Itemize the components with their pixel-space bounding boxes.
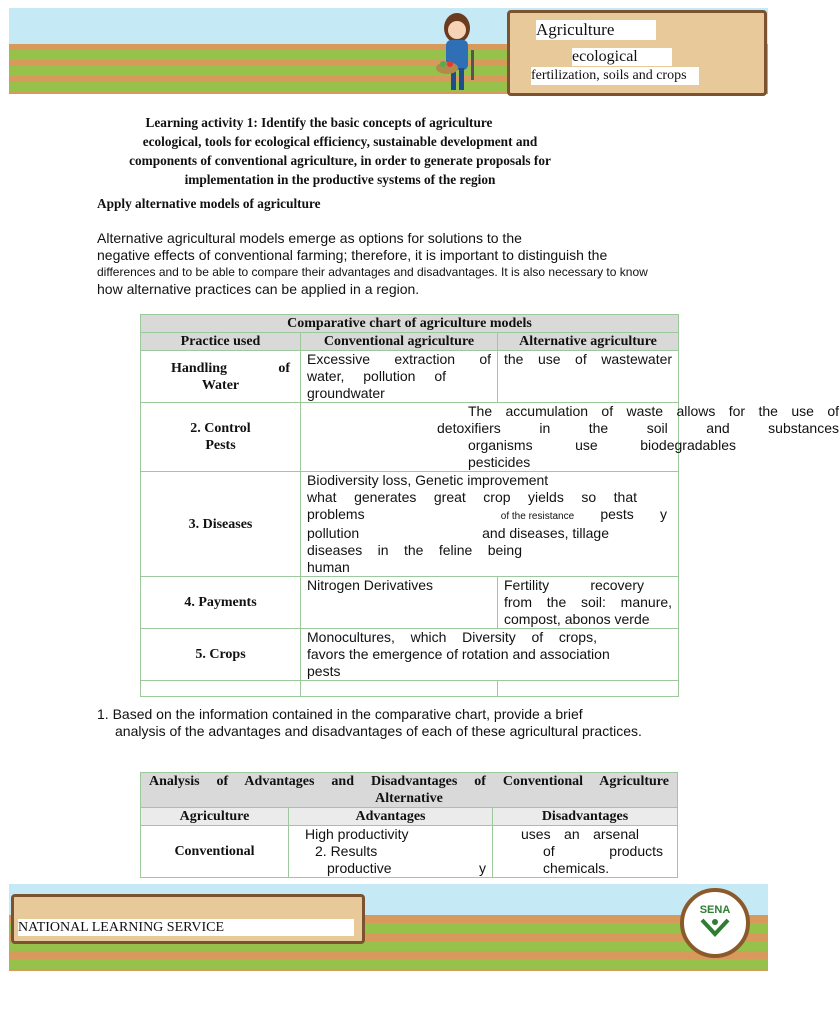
agriculture-label: Conventional <box>141 826 289 878</box>
column-header: Agriculture <box>141 808 289 826</box>
cell-text: productive <box>327 860 392 876</box>
column-header: Practice used <box>141 333 301 351</box>
practice-label <box>141 351 301 403</box>
cell-text: pests <box>600 506 634 522</box>
cell-line: chemicals. <box>543 860 610 876</box>
advantages-cell <box>289 826 493 878</box>
alternative-cell <box>498 577 679 629</box>
header-banner <box>9 8 768 94</box>
cell-text: of the resistance <box>500 511 575 522</box>
cell-text: and diseases, tillage <box>482 525 609 541</box>
section-title: Apply alternative models of agriculture <box>97 196 321 211</box>
cell-line: groundwater <box>307 385 385 401</box>
heading-line: components of conventional agriculture, in order to generate proposals for <box>129 153 551 168</box>
cell-line: Excessive extraction of <box>307 351 491 367</box>
cell-text: y <box>479 860 486 876</box>
footer-banner <box>9 884 768 971</box>
column-header: Alternative agriculture <box>498 333 679 351</box>
cell-line: 2. Results <box>315 843 378 859</box>
cell-line: organisms use biodegradables <box>468 437 736 453</box>
intro-line: negative effects of conventional farming; therefore, it is important to distinguish the <box>97 247 608 263</box>
cell-line: Monocultures, which Diversity of crops, <box>307 629 597 645</box>
cell-line: pesticides <box>468 454 531 470</box>
empty-cell <box>141 681 301 697</box>
crop-row <box>9 959 768 969</box>
heading-line: ecological, tools for ecological efficiency, sustainable development and <box>142 134 538 149</box>
practice-label-text: of <box>278 360 290 376</box>
table-row <box>141 472 679 577</box>
comparative-chart <box>140 314 839 697</box>
cell-text: pollution <box>307 525 360 541</box>
cell-line: High productivity <box>305 826 409 842</box>
table-row <box>141 629 679 681</box>
table-row <box>141 681 679 697</box>
cell-line: compost, abonos verde <box>504 611 650 627</box>
practice-label-text: Pests <box>205 438 236 453</box>
analysis-title-line: Alternative <box>375 791 443 806</box>
heading-line: Learning activity 1: Identify the basic concepts of agriculture <box>145 115 493 130</box>
table-row <box>141 403 679 472</box>
practice-label: 4. Payments <box>141 577 301 629</box>
practice-label-text: 2. Control <box>190 421 251 436</box>
cell-line: human <box>307 559 350 575</box>
chart-title: Comparative chart of agriculture models <box>141 315 679 333</box>
column-header: Conventional agriculture <box>301 333 498 351</box>
cell-line <box>307 506 667 525</box>
conventional-cell <box>301 351 498 403</box>
practice-label <box>141 403 301 472</box>
activity-heading <box>90 113 590 189</box>
cell-line: detoxifiers in the soil and substances <box>437 420 839 436</box>
cell-line <box>307 525 609 542</box>
disadvantages-cell <box>493 826 678 878</box>
sena-emblem-icon <box>698 916 732 938</box>
intro-line: differences and to be able to compare their advantages and disadvantages. It is also necessary to know <box>97 265 648 279</box>
column-header: Advantages <box>289 808 493 826</box>
question-line: 1. Based on the information contained in the comparative chart, provide a brief <box>97 706 583 722</box>
conventional-cell <box>301 577 498 629</box>
cell-line: The accumulation of waste allows for the use of <box>468 403 839 419</box>
footer-label: NATIONAL LEARNING SERVICE <box>18 919 354 936</box>
table-row <box>141 577 679 629</box>
cell-line: water, pollution of <box>307 368 446 384</box>
cell-line: from the soil: manure, <box>504 594 673 610</box>
practice-label-text: Handling <box>171 360 228 376</box>
cell-line: diseases in the feline being <box>307 542 522 558</box>
farmer-illustration-icon <box>417 10 507 94</box>
cell-line <box>305 860 486 877</box>
sena-logo <box>680 888 750 958</box>
title-line-2: ecological <box>572 48 672 66</box>
practice-label: 5. Crops <box>141 629 301 681</box>
subtitle: fertilization, soils and crops <box>531 67 699 85</box>
empty-cell <box>301 681 498 697</box>
analysis-title-line: Analysis of Advantages and Disadvantages of Conventional Agriculture <box>149 774 669 789</box>
practice-label-text: Water <box>201 377 240 393</box>
cell-line: uses an arsenal <box>521 826 639 842</box>
cell-line: pests <box>307 663 341 679</box>
title-line-1: Agriculture <box>536 20 656 40</box>
table-row <box>141 826 678 878</box>
cell-line: what generates great crop yields so that <box>307 489 637 505</box>
heading-line: implementation in the productive systems of the region <box>184 172 496 187</box>
cell-line: the use of wastewater <box>504 351 673 367</box>
analysis-table <box>140 772 678 878</box>
cell-line: Fertility recovery <box>504 577 644 593</box>
cell-text: y <box>660 506 667 522</box>
practice-label: 3. Diseases <box>141 472 301 577</box>
conventional-cell <box>301 629 679 681</box>
conventional-cell <box>301 403 839 472</box>
column-header: Disadvantages <box>493 808 678 826</box>
cell-line: Nitrogen Derivatives <box>307 577 434 593</box>
table-row <box>141 351 679 403</box>
intro-line: how alternative practices can be applied in a region. <box>97 281 420 297</box>
cell-text: problems <box>307 506 365 522</box>
cell-line: Biodiversity loss, Genetic improvement <box>307 472 549 488</box>
cell-line: of products <box>543 843 663 859</box>
intro-line: Alternative agricultural models emerge as options for solutions to the <box>97 230 522 246</box>
logo-text: SENA <box>699 904 731 916</box>
conventional-cell <box>301 472 679 577</box>
question-line: analysis of the advantages and disadvantages of each of these agricultural practices. <box>115 723 642 739</box>
analysis-title <box>141 773 678 808</box>
cell-line: favors the emergence of rotation and association <box>307 646 610 662</box>
empty-cell <box>498 681 679 697</box>
alternative-cell <box>498 351 679 403</box>
